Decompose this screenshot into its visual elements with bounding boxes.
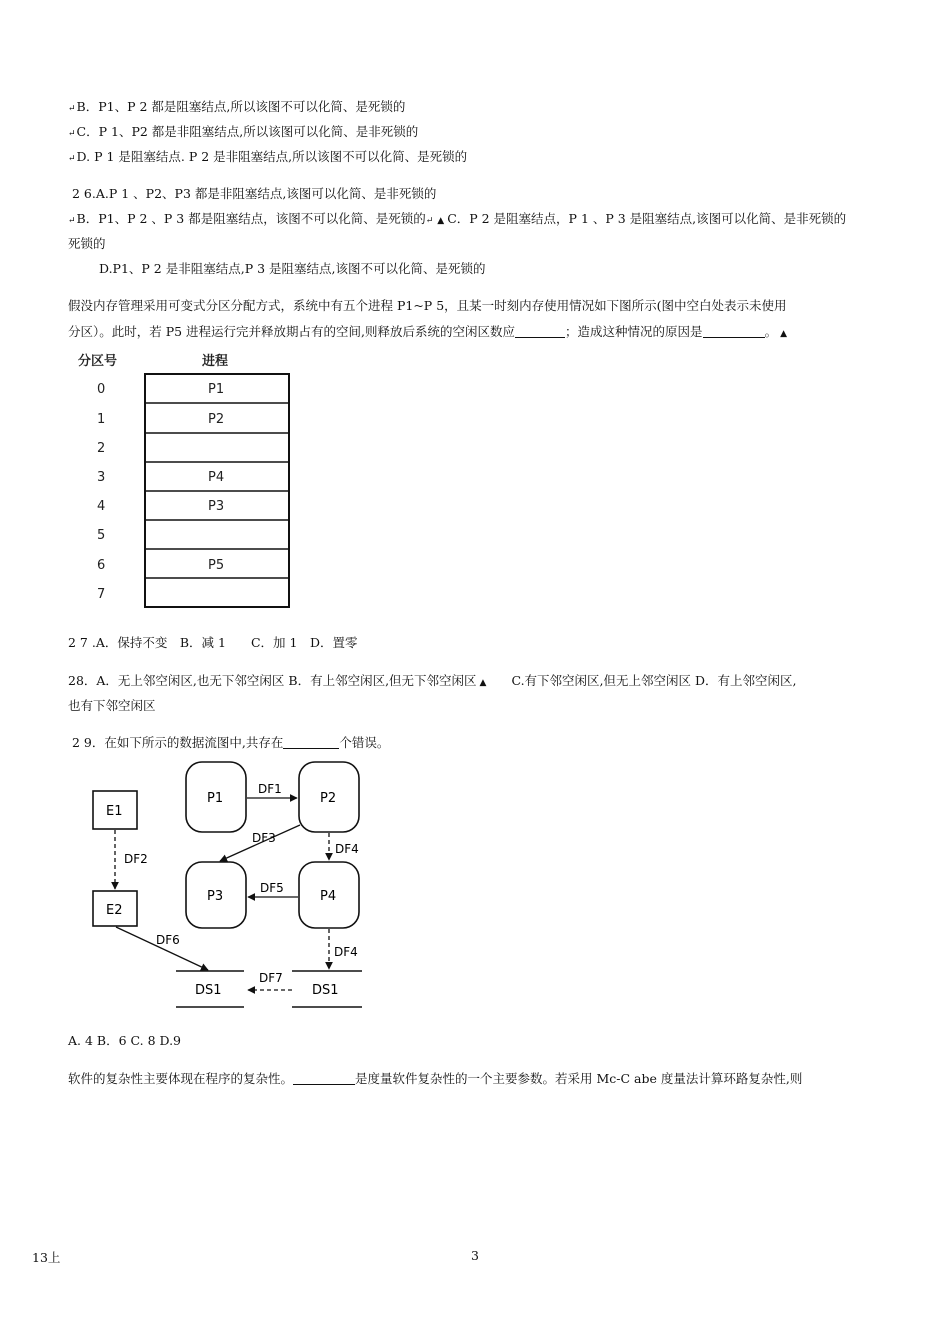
datastore-right-label: DS1 xyxy=(312,983,339,998)
flow-df7-label: DF7 xyxy=(259,971,283,985)
answer-blank xyxy=(283,734,339,749)
partition-number: 5 xyxy=(97,528,106,543)
q29-text-a: 2 9．在如下所示的数据流图中,共存在 xyxy=(72,735,284,750)
memory-question-line2 xyxy=(68,322,894,344)
partition-number: 1 xyxy=(97,412,106,427)
answer-blank xyxy=(293,1070,355,1085)
flow-df5-label: DF5 xyxy=(260,881,284,895)
process-p1-label: P1 xyxy=(207,791,224,806)
complexity-text-b: 是度量软件复杂性的一个主要参数。若采用 Mc-C abe 度量法计算环路复杂性,则 xyxy=(355,1071,803,1086)
paragraph-mark: ↵ xyxy=(68,154,76,164)
flow-df1-label: DF1 xyxy=(258,782,282,796)
partition-number: 0 xyxy=(97,382,106,397)
memory-question-text-a: 分区）。此时，若 P5 进程运行完并释放期占有的空间,则释放后系统的空闲区数应 xyxy=(68,324,516,339)
option-d-line xyxy=(68,147,894,169)
flow-df4-lower-label: DF4 xyxy=(334,945,358,959)
triangle-mark: ▲ xyxy=(479,678,487,688)
paragraph-mark: ↵ xyxy=(68,104,76,114)
partition-process: P1 xyxy=(208,382,225,397)
q28-line2: 也有下邻空闲区 xyxy=(68,698,156,713)
memory-question-line1: 假没内存管理采用可变式分区分配方式，系统中有五个进程 P1~P 5，且某一时刻内存使用情况如下图所示(图中空白处表示未使用 xyxy=(68,298,787,313)
process-header: 进程 xyxy=(202,354,229,369)
partition-number: 6 xyxy=(97,558,106,573)
partition-number: 4 xyxy=(97,499,106,514)
q26-option-c: C．P 2 是阻塞结点，P 1 、P 3 是阻塞结点,该图可以化简、是非死锁的 xyxy=(447,211,847,226)
partition-number: 7 xyxy=(97,587,106,602)
q26-option-b: B．P1、P 2 、P 3 都是阻塞结点，该图不可以化简、是死锁的 xyxy=(76,211,426,226)
option-d-text: D. P 1 是阻塞结点. P 2 是非阻塞结点,所以该图不可以化简、是死锁的 xyxy=(76,149,468,164)
complexity-question xyxy=(68,1069,894,1089)
paragraph-mark: ↵ xyxy=(68,129,76,139)
flow-df6-label: DF6 xyxy=(156,933,180,947)
partition-process: P3 xyxy=(208,499,225,514)
option-b-text: B．P1、P 2 都是阻塞结点,所以该图不可以化简、是死锁的 xyxy=(76,99,406,114)
memory-question-text-b: ；造成这种情况的原因是 xyxy=(565,324,703,339)
flow-df2-label: DF2 xyxy=(124,852,148,866)
entity-e2-label: E2 xyxy=(106,903,123,918)
memory-question-text-c: 。 xyxy=(764,324,778,339)
answer-blank xyxy=(515,323,565,338)
triangle-mark: ▲ xyxy=(437,216,445,226)
partition-number: 2 xyxy=(97,441,106,456)
partition-process: P4 xyxy=(208,470,225,485)
option-c-line xyxy=(68,122,894,144)
option-b-line xyxy=(68,97,894,119)
footer-left: 13上 xyxy=(32,1250,61,1265)
flow-df4-upper-label: DF4 xyxy=(335,842,359,856)
partition-process: P5 xyxy=(208,558,225,573)
q29-question xyxy=(72,733,894,753)
q26-option-d: D.P1、P 2 是非阻塞结点,P 3 是阻塞结点,该图不可以化简、是死锁的 xyxy=(99,261,486,276)
paragraph-mark: ↵ xyxy=(68,216,76,226)
paragraph-mark: ↵ xyxy=(425,216,434,226)
process-p3-label: P3 xyxy=(207,889,224,904)
process-p4-label: P4 xyxy=(320,889,337,904)
complexity-text-a: 软件的复杂性主要体现在程序的复杂性。 xyxy=(68,1071,294,1086)
answer-blank xyxy=(703,323,765,338)
q28-line1 xyxy=(68,671,894,693)
flow-df3-label: DF3 xyxy=(252,831,276,845)
triangle-mark: ▲ xyxy=(780,329,787,339)
q28-options-cd: C.有下邻空闲区,但无上邻空闲区 D．有上邻空闲区, xyxy=(511,673,797,688)
partition-process: P2 xyxy=(208,412,225,427)
partition-header: 分区号 xyxy=(78,354,118,369)
entity-e1-label: E1 xyxy=(106,804,123,819)
q26-options-bc xyxy=(68,209,894,231)
q29-text-b: 个错误。 xyxy=(339,735,390,750)
process-p2-label: P2 xyxy=(320,791,337,806)
q26-option-c-cont: 死锁的 xyxy=(68,236,106,251)
datastore-left-label: DS1 xyxy=(195,983,222,998)
page-number: 3 xyxy=(471,1248,479,1263)
partition-dividers xyxy=(145,403,289,578)
q26-option-a: 2 6.A.P 1 、P2、P3 都是非阻塞结点,该图可以化简、是非死锁的 xyxy=(72,186,437,201)
q29-options: A. 4 B．6 C. 8 D.9 xyxy=(68,1033,182,1048)
q28-options-ab: 28．A．无上邻空闲区,也无下邻空闲区 B．有上邻空闲区,但无下邻空闲区 xyxy=(68,673,477,688)
q27-options: 2 7 .A．保持不变 B．减 1 C．加 1 D．置零 xyxy=(68,635,358,650)
data-flow-diagram xyxy=(80,755,380,1020)
partition-number: 3 xyxy=(97,470,106,485)
option-c-text: C．P 1、P2 都是非阻塞结点,所以该图可以化简、是非死锁的 xyxy=(76,124,419,139)
memory-partition-figure xyxy=(70,345,310,615)
